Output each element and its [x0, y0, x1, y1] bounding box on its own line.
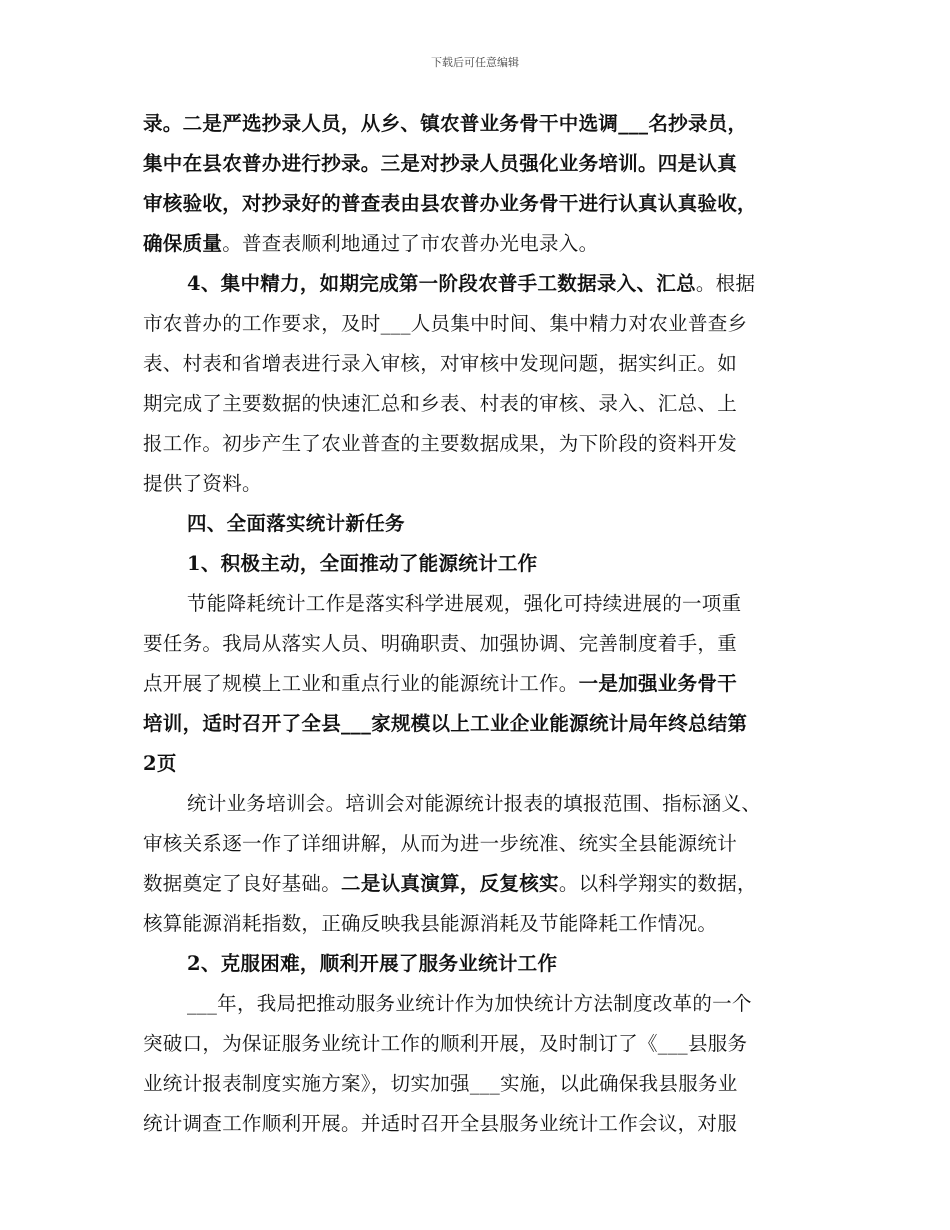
text-segment: 数据奠定了良好基础。: [143, 872, 342, 895]
bold-text-segment: 确保质量: [143, 232, 223, 255]
text-line: [143, 584, 813, 624]
text-segment: ___年，我局把推动服务业统计作为加快统计方法制度改革的一个: [187, 992, 752, 1015]
bold-text-segment: 2页: [143, 752, 177, 775]
text-line: [143, 104, 813, 144]
text-line: [143, 704, 813, 744]
text-segment: 点开展了规模上工业和重点行业的能源统计工作。: [143, 672, 579, 695]
bold-text-segment: 录。二是严选抄录人员，从乡、镇农普业务骨干中选调___名抄录员，: [143, 112, 748, 135]
bold-text-segment: 2、克服困难，顺利开展了服务业统计工作: [187, 952, 558, 975]
text-line: [143, 1064, 813, 1104]
bold-text-segment: 二是认真演算，反复核实: [341, 872, 559, 895]
text-line: [143, 744, 813, 784]
text-line: [143, 944, 813, 984]
text-line: [143, 184, 813, 224]
text-segment: 统计业务培训会。培训会对能源统计报表的填报范围、指标涵义、: [187, 792, 762, 815]
text-line: [143, 1024, 813, 1064]
text-segment: 期完成了主要数据的快速汇总和乡表、村表的审核、录入、汇总、上: [143, 392, 738, 415]
text-line: [143, 344, 813, 384]
text-segment: 。根据: [695, 272, 756, 295]
text-segment: 报工作。初步产生了农业普查的主要数据成果，为下阶段的资料开发: [143, 432, 738, 455]
text-line: [143, 264, 813, 304]
text-segment: 表、村表和省增表进行录入审核，对审核中发现问题，据实纠正。如: [143, 352, 738, 375]
text-line: [143, 664, 813, 704]
text-segment: 。普查表顺利地通过了市农普办光电录入。: [222, 232, 599, 255]
text-segment: 要任务。我局从落实人员、明确职责、加强协调、完善制度着手，重: [143, 632, 738, 655]
text-line: [143, 224, 813, 264]
text-segment: 统计调查工作顺利开展。并适时召开全县服务业统计工作会议，对服: [143, 1112, 738, 1135]
document-body: [143, 104, 813, 1144]
text-line: [143, 864, 813, 904]
text-line: [143, 984, 813, 1024]
text-segment: 审核关系逐一作了详细讲解，从而为进一步统准、统实全县能源统计: [143, 832, 738, 855]
bold-text-segment: 4、集中精力，如期完成第一阶段农普手工数据录入、汇总: [187, 272, 696, 295]
text-line: [143, 304, 813, 344]
text-line: [143, 544, 813, 584]
bold-text-segment: 1、积极主动，全面推动了能源统计工作: [187, 552, 538, 575]
text-segment: 突破口，为保证服务业统计工作的顺利开展，及时制订了《___县服务: [143, 1032, 748, 1055]
bold-text-segment: 培训，适时召开了全县___家规模以上工业企业能源统计局年终总结第: [143, 712, 748, 735]
bold-text-segment: 一是加强业务骨干: [578, 672, 738, 695]
text-line: [143, 144, 813, 184]
text-line: [143, 504, 813, 544]
bold-text-segment: 四、全面落实统计新任务: [187, 512, 405, 535]
text-line: [143, 424, 813, 464]
text-line: [143, 904, 813, 944]
text-segment: 核算能源消耗指数，正确反映我县能源消耗及节能降耗工作情况。: [143, 912, 718, 935]
text-segment: 节能降耗统计工作是落实科学进展观，强化可持续进展的一项重: [187, 592, 742, 615]
text-line: [143, 464, 813, 504]
text-segment: 市农普办的工作要求，及时___人员集中时间、集中精力对农业普查乡: [143, 312, 748, 335]
page-header: 下载后可任意编辑: [431, 56, 519, 69]
text-segment: 提供了资料。: [143, 472, 262, 495]
text-segment: 。以科学翔实的数据，: [558, 872, 757, 895]
bold-text-segment: 集中在县农普办进行抄录。三是对抄录人员强化业务培训。四是认真: [143, 152, 738, 175]
bold-text-segment: 审核验收，对抄录好的普查表由县农普办业务骨干进行认真认真验收，: [143, 192, 757, 215]
text-line: [143, 784, 813, 824]
text-line: [143, 1104, 813, 1144]
text-line: [143, 624, 813, 664]
text-line: [143, 824, 813, 864]
text-segment: 业统计报表制度实施方案》，切实加强___实施，以此确保我县服务业: [143, 1072, 738, 1095]
text-line: [143, 384, 813, 424]
